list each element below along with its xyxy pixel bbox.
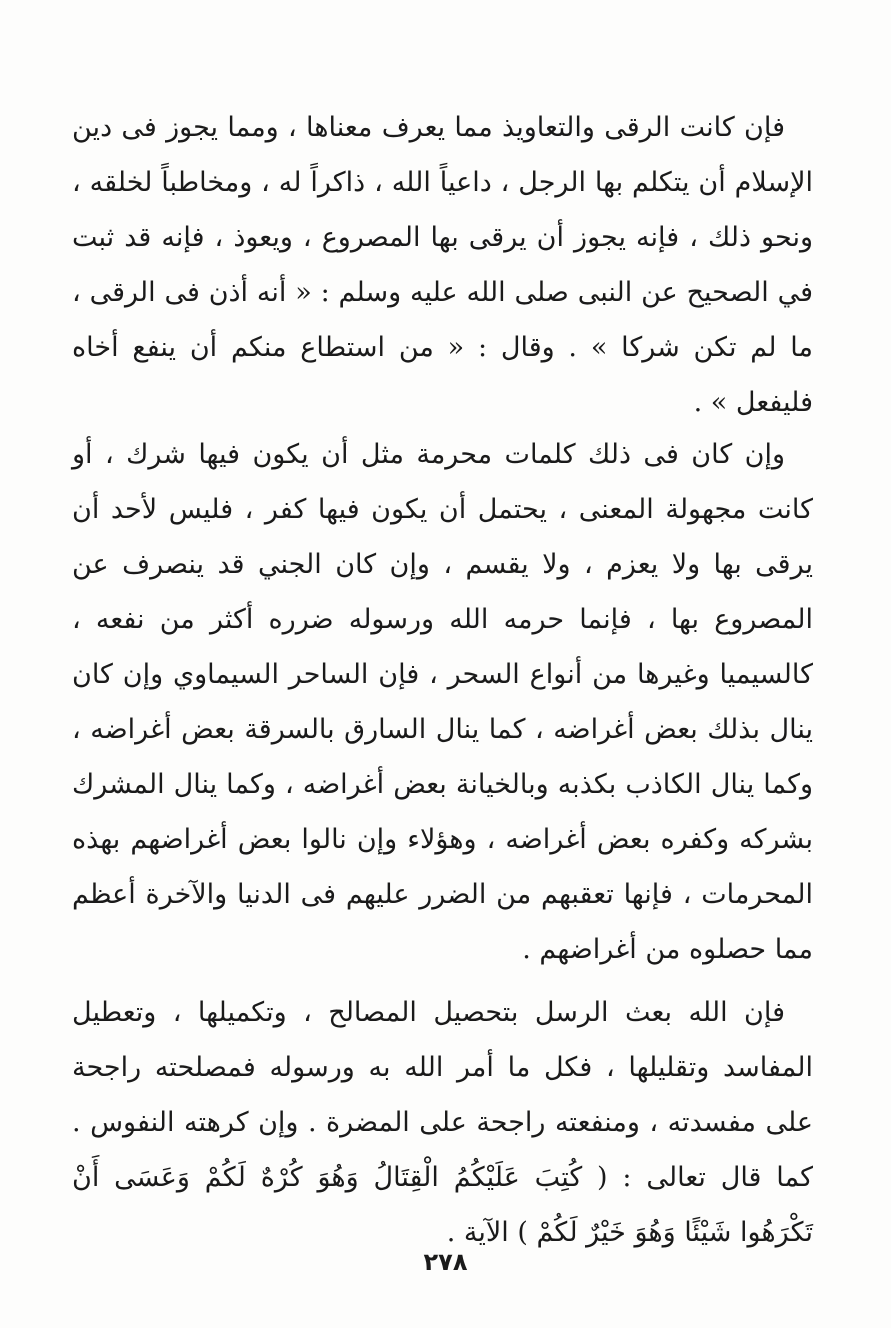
paragraph-ruqya-permitted: فإن كانت الرقى والتعاويذ مما يعرف معناها ، ومما يجوز فى دين الإسلام أن يتكلم بها الرجل ، داعياً الله ، ذاكراً له ، ومخاطباً لخلقه ، ونحو ذلك ، فإنه يجوز أن يرقى بها المصروع ، ويعوذ ، فإنه قد ثبت في الصحيح عن النبى صلى الله عليه وسلم : « أنه أذن فى الرقى ، ما لم تكن شركا » . وقال : « من استطاع منكم أن ينفع أخاه فليفعل » . (72, 112, 813, 418)
page-number: ٢٧٨ (423, 1248, 468, 1276)
paragraph-messengers-benefits: فإن الله بعث الرسل بتحصيل المصالح ، وتكميلها ، وتعطيل المفاسد وتقليلها ، فكل ما أمر الله به ورسوله فمصلحته راجحة على مفسدته ، ومنفعته راجحة على المضرة . وإن كرهته النفوس . كما قال تعالى : ( كُتِبَ عَلَيْكُمُ الْقِتَالُ وَهُوَ كُرْهٌ لَكُمْ وَعَسَى أَنْ تَكْرَهُوا شَيْئًا وَهُوَ خَيْرٌ لَكُمْ ) الآية . (72, 997, 813, 1248)
paragraph-3-block (72, 985, 813, 1260)
paragraph-1-block (72, 100, 813, 430)
paragraph-forbidden-words: وإن كان فى ذلك كلمات محرمة مثل أن يكون فيها شرك ، أو كانت مجهولة المعنى ، يحتمل أن يكون فيها كفر ، فليس لأحد أن يرقى بها ولا يعزم ، ولا يقسم ، وإن كان الجني قد ينصرف عن المصروع بها ، فإنما حرمه الله ورسوله ضرره أكثر من نفعه ، كالسيميا وغيرها من أنواع السحر ، فإن الساحر السيماوي وإن كان ينال بذلك بعض أغراضه ، كما ينال السارق بالسرقة بعض أغراضه ، وكما ينال الكاذب بكذبه وبالخيانة بعض أغراضه ، وكما ينال المشرك بشركه وكفره بعض أغراضه ، وهؤلاء وإن نالوا بعض أغراضهم بهذه المحرمات ، فإنها تعقبهم من الضرر عليهم فى الدنيا والآخرة أعظم مما حصلوه من أغراضهم . (72, 439, 813, 965)
paragraph-2-block (72, 427, 813, 977)
